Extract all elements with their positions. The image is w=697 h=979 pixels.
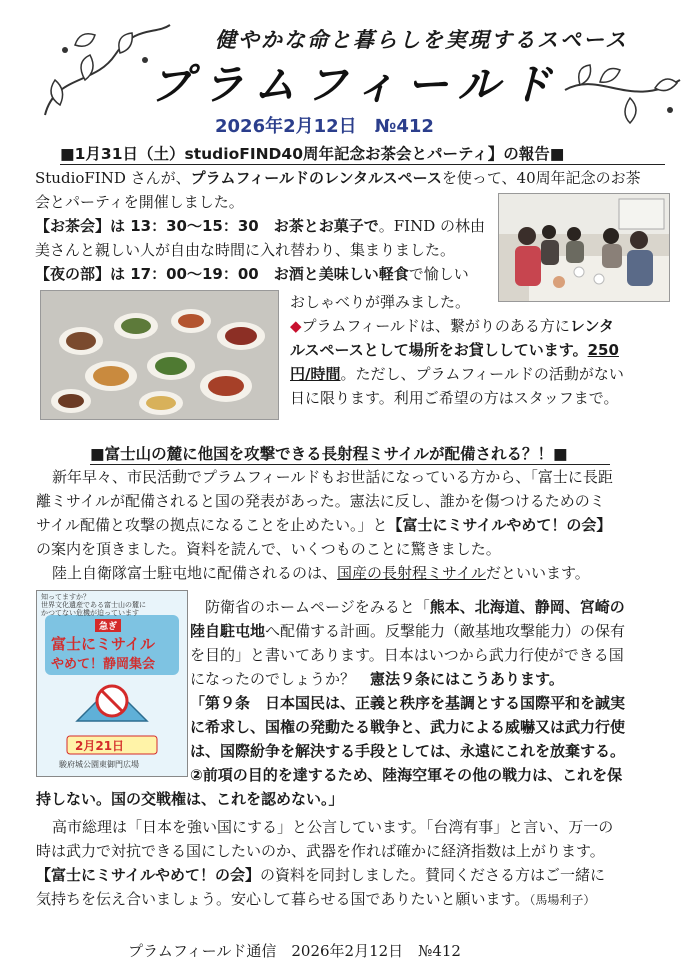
flyer-top2: 世界文化遺産である富士山の麓に bbox=[41, 601, 146, 609]
article9-line2: に希求し、国権の発動たる戦争と、武力による威嚇又は武力行使 bbox=[190, 718, 626, 736]
notice-line4: 日に限ります。利用ご希望の方はスタッフまで。 bbox=[290, 389, 619, 407]
s1-line2: 会とパーティを開催しました。 bbox=[35, 193, 244, 211]
s2-line5 bbox=[52, 561, 590, 585]
notice-line3 bbox=[290, 362, 624, 386]
article9-line1: 「第９条 日本国民は、正義と秩序を基調とする国際平和を誠実 bbox=[190, 694, 626, 712]
night-line2: おしゃべりが弾みました。 bbox=[290, 293, 471, 311]
tea-party-photo bbox=[498, 193, 670, 302]
s2-line7 bbox=[190, 619, 625, 643]
s2-text: になったのでしょうか？ bbox=[190, 670, 371, 688]
flyer-title1: 富士にミサイル bbox=[51, 635, 155, 653]
s2-text: の資料を同封しました。賛同くださる方はご一緒に bbox=[259, 866, 605, 884]
night-time: は 17：00～19：00 bbox=[110, 265, 259, 283]
author-name: （馬場利子） bbox=[529, 893, 596, 907]
night-desc: お酒と美味しい軽食 bbox=[273, 265, 409, 283]
article9-line5: 持しない。国の交戦権は、これを認めない。」 bbox=[36, 790, 344, 808]
notice-price-unit: 円/時間 bbox=[290, 365, 341, 383]
food-platter-photo bbox=[40, 290, 279, 420]
flyer-tag: 急ぎ bbox=[95, 619, 121, 632]
header-subtitle: 健やかな命と暮らしを実現するスペース bbox=[215, 28, 628, 52]
s2-text: 防衛省のホームページをみると「 bbox=[205, 598, 430, 616]
section2-heading bbox=[90, 442, 610, 465]
flyer-place: 駿府城公園東御門広場 bbox=[59, 760, 139, 769]
notice-line1 bbox=[290, 314, 614, 338]
article9-intro: 憲法９条にはこうあります。 bbox=[370, 670, 564, 688]
s2-text: へ配備する計画。反撃能力（敵基地攻撃能力）の保有 bbox=[265, 622, 626, 640]
flyer-top1: 知ってますか？ bbox=[41, 593, 90, 601]
section1-heading-text: ■1月31日（土）studioFIND40周年記念お茶会とパーティ】の報告■ bbox=[60, 145, 565, 163]
night-line bbox=[35, 262, 469, 286]
s2-line8: を目的」と書いてあります。日本はいつから武力行使ができる国 bbox=[190, 646, 624, 664]
bases-label: 陸自駐屯地 bbox=[190, 622, 266, 640]
notice-text: プラムフィールドは、繋がりのある方に bbox=[301, 317, 570, 335]
group-name: 【富士にミサイルやめて！の会】 bbox=[36, 866, 260, 884]
notice-diamond-icon: ◆ bbox=[290, 317, 302, 335]
s1-line1 bbox=[35, 166, 641, 190]
missile-type: 国産の長射程ミサイル bbox=[337, 564, 486, 582]
article9-line4: ②前項の目的を達するため、陸海空軍その他の戦力は、これを保 bbox=[190, 766, 623, 784]
tea-line bbox=[35, 214, 485, 238]
night-rest: で愉しい bbox=[408, 265, 469, 283]
section2-heading-text: ■富士山の麓に他国を攻撃できる長射程ミサイルが配備される？！■ bbox=[90, 445, 568, 463]
notice-emphasis: レンタ bbox=[569, 317, 614, 335]
notice-emphasis: ルスペースとして場所をお貸ししています。 bbox=[290, 341, 588, 359]
s2-text: 気持ちを伝え合いましょう。安心して暮らせる国でありたいと願います。 bbox=[36, 890, 530, 908]
flyer-title2: やめて！静岡集会 bbox=[51, 657, 156, 672]
tea-desc: お茶とお菓子で bbox=[273, 217, 379, 235]
notice-line2 bbox=[290, 338, 619, 362]
bases-list: 熊本、北海道、静岡、宮崎の bbox=[429, 598, 625, 616]
s2-line17 bbox=[36, 863, 605, 887]
flyer-top3: かつてない危機が迫っています bbox=[41, 609, 139, 617]
s1-text: StudioFIND さんが、 bbox=[35, 169, 191, 187]
masthead-title: プラムフィールド bbox=[150, 60, 562, 109]
flyer-date: 2月21日 bbox=[75, 739, 125, 753]
notice-price: 250 bbox=[587, 341, 619, 359]
tea-time: は 13：30～15：30 bbox=[110, 217, 259, 235]
section1-heading bbox=[60, 142, 665, 165]
rally-flyer bbox=[36, 590, 188, 777]
s2-text: 陸上自衛隊富士駐屯地に配備されるのは、 bbox=[52, 564, 338, 582]
group-name: 【富士にミサイルやめて！の会】 bbox=[387, 516, 612, 534]
s2-line1: 新年早々、市民活動でプラムフィールドもお世話になっている方から、「富士に長距 bbox=[52, 468, 613, 486]
notice-text: 。ただし、プラムフィールドの活動がない bbox=[340, 365, 624, 383]
issue-date: 2026年2月12日 №412 bbox=[215, 116, 434, 137]
tea-label: 【お茶会】 bbox=[35, 217, 111, 235]
tea-rest: 。FIND の林由 bbox=[378, 217, 486, 235]
s2-line18 bbox=[36, 887, 595, 912]
s1-text: を使って、40周年記念のお茶 bbox=[441, 169, 641, 187]
s1-emphasis: プラムフィールドのレンタルスペース bbox=[190, 169, 442, 187]
article9-line3: は、国際紛争を解決する手段としては、永遠にこれを放棄する。 bbox=[190, 742, 626, 760]
s2-line3 bbox=[36, 513, 611, 537]
s2-line6 bbox=[205, 595, 625, 619]
s2-line16: 時は武力で対抗できる国にしたいのか、武器を作れば確かに経済指数は上がります。 bbox=[36, 842, 605, 860]
tea-line2: 美さんと親しい人が自由な時間に入れ替わり、集まりました。 bbox=[35, 241, 456, 259]
s2-text: だといいます。 bbox=[485, 564, 590, 582]
s2-line15: 高市総理は「日本を強い国にする」と公言しています。「台湾有事」と言い、万一の bbox=[52, 818, 614, 836]
s2-line2: 離ミサイルが配備されると国の発表があった。憲法に反し、誰かを傷つけるためのミ bbox=[36, 492, 605, 510]
footer: プラムフィールド通信 2026年2月12日 №412 bbox=[128, 942, 461, 960]
s2-line4: の案内を頂きました。資料を読んで、いくつものことに驚きました。 bbox=[36, 540, 501, 558]
s2-line9 bbox=[190, 667, 564, 691]
night-label: 【夜の部】 bbox=[35, 265, 111, 283]
s2-text: サイル配備と攻撃の拠点になることを止めたい。」と bbox=[36, 516, 388, 534]
